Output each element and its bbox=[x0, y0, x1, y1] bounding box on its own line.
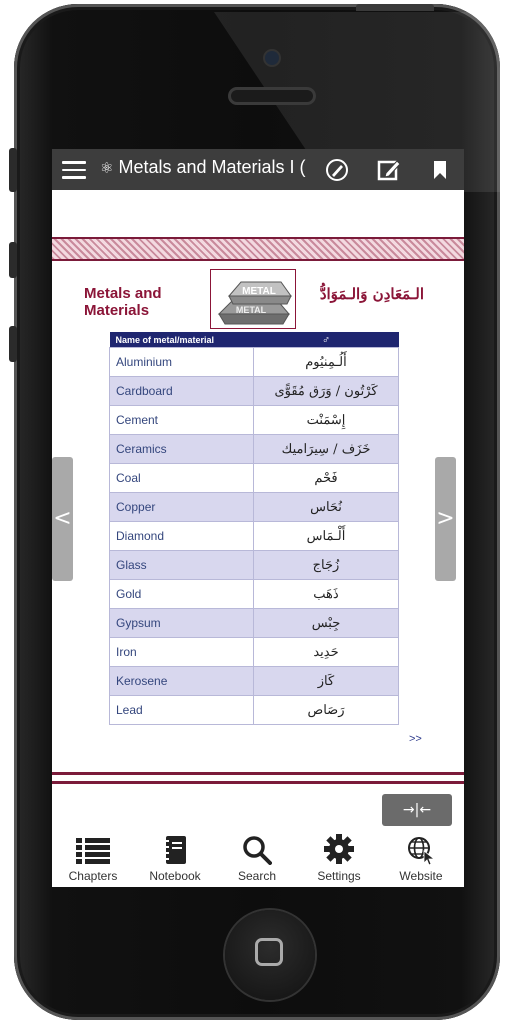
list-icon bbox=[52, 831, 134, 865]
column-header-english: Name of metal/material bbox=[110, 332, 254, 348]
table-row bbox=[110, 522, 399, 551]
cell-arabic: جِبْس bbox=[254, 609, 399, 638]
cell-english: Coal bbox=[110, 464, 254, 493]
cell-arabic: زُجَاج bbox=[254, 551, 399, 580]
cell-english: Iron bbox=[110, 638, 254, 667]
table-row bbox=[110, 464, 399, 493]
cell-arabic: فَحْم bbox=[254, 464, 399, 493]
tab-chapters[interactable]: Chapters bbox=[52, 831, 134, 887]
cell-arabic: كَاز bbox=[254, 667, 399, 696]
cell-arabic: حَدِيد bbox=[254, 638, 399, 667]
globe-cursor-icon bbox=[380, 831, 462, 865]
bottom-tab-bar bbox=[52, 831, 464, 887]
cell-english: Glass bbox=[110, 551, 254, 580]
decorative-bottom-lines bbox=[52, 772, 464, 784]
svg-text:METAL: METAL bbox=[242, 286, 276, 297]
volume-down-button bbox=[9, 326, 17, 362]
search-icon bbox=[216, 831, 298, 865]
metal-bars-image bbox=[210, 269, 296, 329]
table-row bbox=[110, 406, 399, 435]
table-row bbox=[110, 667, 399, 696]
edit-icon[interactable] bbox=[376, 157, 402, 183]
power-button bbox=[356, 4, 434, 11]
table-row bbox=[110, 493, 399, 522]
app-screen bbox=[52, 149, 464, 887]
svg-text:METAL: METAL bbox=[235, 305, 267, 315]
cell-arabic: خَزَف / سِيرَاميك bbox=[254, 435, 399, 464]
gear-icon bbox=[298, 831, 380, 865]
tab-settings[interactable]: Settings bbox=[298, 831, 380, 887]
table-row bbox=[110, 638, 399, 667]
table-row bbox=[110, 551, 399, 580]
cell-english: Copper bbox=[110, 493, 254, 522]
cell-arabic: إِسْمَنْت bbox=[254, 406, 399, 435]
table-row bbox=[110, 435, 399, 464]
app-title: ⚛ Metals and Materials I ( bbox=[100, 157, 306, 177]
cell-arabic: ذَهَب bbox=[254, 580, 399, 609]
tab-website[interactable]: Website bbox=[380, 831, 462, 887]
table-body bbox=[110, 348, 399, 725]
tab-notebook[interactable]: Notebook bbox=[134, 831, 216, 887]
hamburger-menu-icon[interactable] bbox=[62, 161, 86, 178]
top-toolbar bbox=[52, 149, 464, 190]
cell-arabic: نُحَاس bbox=[254, 493, 399, 522]
page-heading-english: Metals and Materials bbox=[84, 285, 162, 319]
volume-up-button bbox=[9, 242, 17, 278]
tab-search[interactable]: Search bbox=[216, 831, 298, 887]
table-row bbox=[110, 377, 399, 406]
earpiece-speaker bbox=[228, 87, 316, 105]
cell-arabic: كَرْتُون / وَرَق مُقَوًّى bbox=[254, 377, 399, 406]
table-header-row bbox=[110, 332, 399, 348]
cell-english: Aluminium bbox=[110, 348, 254, 377]
more-link[interactable]: >> bbox=[409, 733, 422, 745]
prev-page-arrow[interactable]: < bbox=[52, 457, 73, 581]
home-button[interactable] bbox=[225, 910, 315, 1000]
cell-english: Cardboard bbox=[110, 377, 254, 406]
cell-arabic: أَلُـمِنيُوم bbox=[254, 348, 399, 377]
mute-switch bbox=[9, 148, 17, 192]
cell-english: Lead bbox=[110, 696, 254, 725]
table-row bbox=[110, 580, 399, 609]
home-square-icon bbox=[255, 938, 283, 966]
cell-arabic: أَلْـمَاس bbox=[254, 522, 399, 551]
cell-english: Gold bbox=[110, 580, 254, 609]
cell-english: Cement bbox=[110, 406, 254, 435]
vocabulary-table bbox=[109, 332, 399, 725]
cell-english: Ceramics bbox=[110, 435, 254, 464]
page-top-margin bbox=[52, 190, 464, 237]
next-page-arrow[interactable]: > bbox=[435, 457, 456, 581]
cell-arabic: رَصَاص bbox=[254, 696, 399, 725]
cell-english: Gypsum bbox=[110, 609, 254, 638]
decorative-band bbox=[52, 237, 464, 261]
table-row bbox=[110, 348, 399, 377]
cell-english: Diamond bbox=[110, 522, 254, 551]
cell-english: Kerosene bbox=[110, 667, 254, 696]
page-heading-arabic: الـمَعَادِن وَالـمَوَادُّ bbox=[319, 285, 424, 303]
notebook-icon bbox=[134, 831, 216, 865]
table-row bbox=[110, 609, 399, 638]
pen-annotate-icon[interactable] bbox=[324, 157, 350, 183]
bookmark-icon[interactable] bbox=[428, 157, 454, 183]
table-row bbox=[110, 696, 399, 725]
atom-icon: ⚛ bbox=[100, 160, 114, 177]
front-camera bbox=[265, 51, 279, 65]
collapse-button[interactable]: →|← bbox=[382, 794, 452, 826]
column-header-gender: ♂ bbox=[254, 332, 399, 348]
